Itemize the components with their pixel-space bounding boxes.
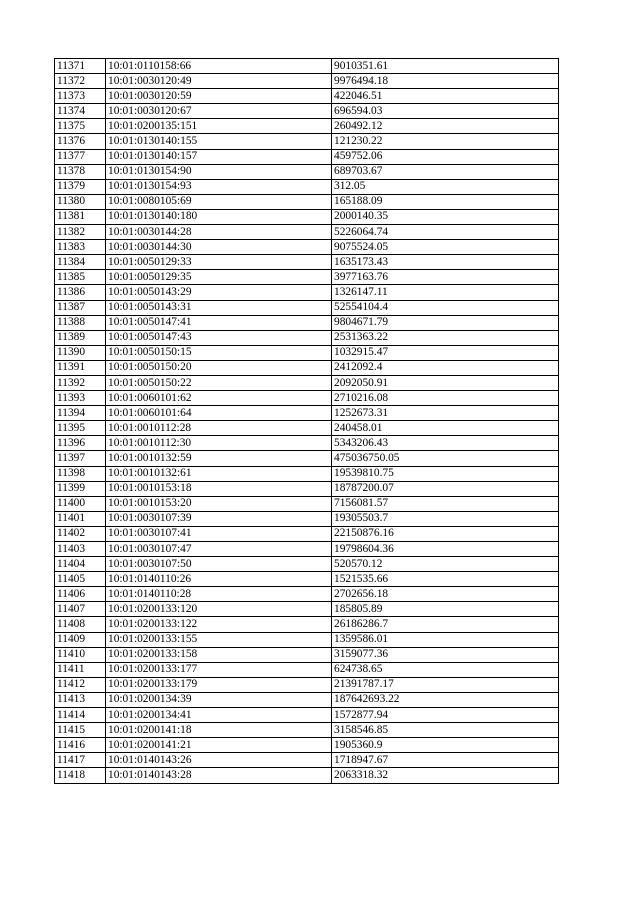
row-number-cell: 11418 bbox=[55, 768, 106, 783]
value-cell: 1326147.11 bbox=[332, 285, 559, 300]
row-number-cell: 11372 bbox=[55, 74, 106, 89]
cadastral-number-cell: 10:01:0140110:26 bbox=[106, 572, 332, 587]
value-cell: 5226064.74 bbox=[332, 225, 559, 240]
value-cell: 165188.09 bbox=[332, 194, 559, 209]
table-row bbox=[55, 240, 559, 255]
cadastral-number-cell: 10:01:0030144:30 bbox=[106, 240, 332, 255]
cadastral-number-cell: 10:01:0130140:180 bbox=[106, 209, 332, 224]
table-row bbox=[55, 572, 559, 587]
row-number-cell: 11408 bbox=[55, 617, 106, 632]
value-cell: 3159077.36 bbox=[332, 647, 559, 662]
cadastral-number-cell: 10:01:0200135:151 bbox=[106, 119, 332, 134]
value-cell: 21391787.17 bbox=[332, 677, 559, 692]
table-row bbox=[55, 59, 559, 74]
cadastral-number-cell: 10:01:0200141:21 bbox=[106, 738, 332, 753]
table-row bbox=[55, 496, 559, 511]
table-row bbox=[55, 587, 559, 602]
table-row bbox=[55, 300, 559, 315]
row-number-cell: 11416 bbox=[55, 738, 106, 753]
cadastral-number-cell: 10:01:0130154:90 bbox=[106, 164, 332, 179]
table-row bbox=[55, 421, 559, 436]
cadastral-number-cell: 10:01:0030107:50 bbox=[106, 557, 332, 572]
table-row bbox=[55, 708, 559, 723]
cadastral-number-cell: 10:01:0200133:155 bbox=[106, 632, 332, 647]
value-cell: 459752.06 bbox=[332, 149, 559, 164]
value-cell: 2063318.32 bbox=[332, 768, 559, 783]
value-cell: 1252673.31 bbox=[332, 406, 559, 421]
row-number-cell: 11393 bbox=[55, 391, 106, 406]
table-row bbox=[55, 194, 559, 209]
value-cell: 18787200.07 bbox=[332, 481, 559, 496]
value-cell: 422046.51 bbox=[332, 89, 559, 104]
cadastral-number-cell: 10:01:0050147:41 bbox=[106, 315, 332, 330]
cadastral-number-cell: 10:01:0110158:66 bbox=[106, 59, 332, 74]
value-cell: 185805.89 bbox=[332, 602, 559, 617]
value-cell: 1521535.66 bbox=[332, 572, 559, 587]
cadastral-number-cell: 10:01:0050150:22 bbox=[106, 375, 332, 390]
row-number-cell: 11385 bbox=[55, 270, 106, 285]
table-row bbox=[55, 677, 559, 692]
value-cell: 520570.12 bbox=[332, 557, 559, 572]
row-number-cell: 11386 bbox=[55, 285, 106, 300]
value-cell: 19305503.7 bbox=[332, 511, 559, 526]
row-number-cell: 11405 bbox=[55, 572, 106, 587]
row-number-cell: 11399 bbox=[55, 481, 106, 496]
table-row bbox=[55, 602, 559, 617]
row-number-cell: 11375 bbox=[55, 119, 106, 134]
row-number-cell: 11380 bbox=[55, 194, 106, 209]
table-row bbox=[55, 451, 559, 466]
row-number-cell: 11381 bbox=[55, 209, 106, 224]
cadastral-number-cell: 10:01:0200133:122 bbox=[106, 617, 332, 632]
row-number-cell: 11374 bbox=[55, 104, 106, 119]
row-number-cell: 11404 bbox=[55, 557, 106, 572]
cadastral-number-cell: 10:01:0140143:26 bbox=[106, 753, 332, 768]
cadastral-number-cell: 10:01:0050143:29 bbox=[106, 285, 332, 300]
row-number-cell: 11402 bbox=[55, 526, 106, 541]
data-table bbox=[54, 58, 559, 784]
row-number-cell: 11398 bbox=[55, 466, 106, 481]
cadastral-number-cell: 10:01:0030107:41 bbox=[106, 526, 332, 541]
row-number-cell: 11417 bbox=[55, 753, 106, 768]
cadastral-number-cell: 10:01:0130140:155 bbox=[106, 134, 332, 149]
table-row bbox=[55, 330, 559, 345]
value-cell: 9976494.18 bbox=[332, 74, 559, 89]
table-row bbox=[55, 345, 559, 360]
row-number-cell: 11373 bbox=[55, 89, 106, 104]
value-cell: 2531363.22 bbox=[332, 330, 559, 345]
value-cell: 187642693.22 bbox=[332, 692, 559, 707]
row-number-cell: 11378 bbox=[55, 164, 106, 179]
table-row bbox=[55, 406, 559, 421]
value-cell: 1572877.94 bbox=[332, 708, 559, 723]
table-row bbox=[55, 617, 559, 632]
table-row bbox=[55, 753, 559, 768]
value-cell: 2702656.18 bbox=[332, 587, 559, 602]
row-number-cell: 11395 bbox=[55, 421, 106, 436]
cadastral-number-cell: 10:01:0130140:157 bbox=[106, 149, 332, 164]
cadastral-number-cell: 10:01:0030120:59 bbox=[106, 89, 332, 104]
row-number-cell: 11400 bbox=[55, 496, 106, 511]
value-cell: 52554104.4 bbox=[332, 300, 559, 315]
cadastral-number-cell: 10:01:0200134:39 bbox=[106, 692, 332, 707]
value-cell: 3158546.85 bbox=[332, 723, 559, 738]
value-cell: 1635173.43 bbox=[332, 255, 559, 270]
table-row bbox=[55, 436, 559, 451]
table-row bbox=[55, 89, 559, 104]
row-number-cell: 11391 bbox=[55, 360, 106, 375]
cadastral-number-cell: 10:01:0030120:67 bbox=[106, 104, 332, 119]
row-number-cell: 11415 bbox=[55, 723, 106, 738]
row-number-cell: 11406 bbox=[55, 587, 106, 602]
value-cell: 19539810.75 bbox=[332, 466, 559, 481]
table-row bbox=[55, 632, 559, 647]
value-cell: 2092050.91 bbox=[332, 375, 559, 390]
cadastral-number-cell: 10:01:0010112:30 bbox=[106, 436, 332, 451]
row-number-cell: 11376 bbox=[55, 134, 106, 149]
row-number-cell: 11377 bbox=[55, 149, 106, 164]
cadastral-number-cell: 10:01:0050147:43 bbox=[106, 330, 332, 345]
value-cell: 1032915.47 bbox=[332, 345, 559, 360]
cadastral-number-cell: 10:01:0030107:47 bbox=[106, 542, 332, 557]
row-number-cell: 11411 bbox=[55, 662, 106, 677]
row-number-cell: 11407 bbox=[55, 602, 106, 617]
table-row bbox=[55, 315, 559, 330]
cadastral-number-cell: 10:01:0030120:49 bbox=[106, 74, 332, 89]
table-row bbox=[55, 225, 559, 240]
row-number-cell: 11379 bbox=[55, 179, 106, 194]
value-cell: 9075524.05 bbox=[332, 240, 559, 255]
value-cell: 22150876.16 bbox=[332, 526, 559, 541]
table-body bbox=[55, 59, 559, 784]
table-row bbox=[55, 647, 559, 662]
table-row bbox=[55, 360, 559, 375]
value-cell: 1359586.01 bbox=[332, 632, 559, 647]
table-row bbox=[55, 526, 559, 541]
value-cell: 689703.67 bbox=[332, 164, 559, 179]
row-number-cell: 11410 bbox=[55, 647, 106, 662]
cadastral-number-cell: 10:01:0200134:41 bbox=[106, 708, 332, 723]
value-cell: 9010351.61 bbox=[332, 59, 559, 74]
cadastral-number-cell: 10:01:0080105:69 bbox=[106, 194, 332, 209]
table-row bbox=[55, 768, 559, 783]
value-cell: 1905360.9 bbox=[332, 738, 559, 753]
cadastral-number-cell: 10:01:0140110:28 bbox=[106, 587, 332, 602]
cadastral-number-cell: 10:01:0050150:15 bbox=[106, 345, 332, 360]
value-cell: 312.05 bbox=[332, 179, 559, 194]
table-row bbox=[55, 164, 559, 179]
cadastral-number-cell: 10:01:0010132:61 bbox=[106, 466, 332, 481]
cadastral-number-cell: 10:01:0010153:18 bbox=[106, 481, 332, 496]
cadastral-number-cell: 10:01:0010112:28 bbox=[106, 421, 332, 436]
table-row bbox=[55, 74, 559, 89]
row-number-cell: 11384 bbox=[55, 255, 106, 270]
row-number-cell: 11382 bbox=[55, 225, 106, 240]
cadastral-number-cell: 10:01:0140143:28 bbox=[106, 768, 332, 783]
table-row bbox=[55, 104, 559, 119]
table-row bbox=[55, 179, 559, 194]
cadastral-number-cell: 10:01:0050150:20 bbox=[106, 360, 332, 375]
table-row bbox=[55, 134, 559, 149]
value-cell: 26186286.7 bbox=[332, 617, 559, 632]
cadastral-number-cell: 10:01:0200133:177 bbox=[106, 662, 332, 677]
table-row bbox=[55, 270, 559, 285]
table-row bbox=[55, 119, 559, 134]
table-row bbox=[55, 149, 559, 164]
row-number-cell: 11390 bbox=[55, 345, 106, 360]
row-number-cell: 11389 bbox=[55, 330, 106, 345]
value-cell: 2000140.35 bbox=[332, 209, 559, 224]
row-number-cell: 11403 bbox=[55, 542, 106, 557]
value-cell: 9804671.79 bbox=[332, 315, 559, 330]
value-cell: 240458.01 bbox=[332, 421, 559, 436]
value-cell: 624738.65 bbox=[332, 662, 559, 677]
table-row bbox=[55, 481, 559, 496]
row-number-cell: 11383 bbox=[55, 240, 106, 255]
cadastral-number-cell: 10:01:0010153:20 bbox=[106, 496, 332, 511]
row-number-cell: 11394 bbox=[55, 406, 106, 421]
table-row bbox=[55, 557, 559, 572]
value-cell: 2710216.08 bbox=[332, 391, 559, 406]
cadastral-number-cell: 10:01:0050129:35 bbox=[106, 270, 332, 285]
table-row bbox=[55, 255, 559, 270]
row-number-cell: 11409 bbox=[55, 632, 106, 647]
row-number-cell: 11397 bbox=[55, 451, 106, 466]
cadastral-number-cell: 10:01:0030144:28 bbox=[106, 225, 332, 240]
cadastral-number-cell: 10:01:0050129:33 bbox=[106, 255, 332, 270]
cadastral-number-cell: 10:01:0010132:59 bbox=[106, 451, 332, 466]
table-row bbox=[55, 692, 559, 707]
cadastral-number-cell: 10:01:0200141:18 bbox=[106, 723, 332, 738]
row-number-cell: 11371 bbox=[55, 59, 106, 74]
table-row bbox=[55, 662, 559, 677]
table-row bbox=[55, 209, 559, 224]
value-cell: 19798604.36 bbox=[332, 542, 559, 557]
cadastral-number-cell: 10:01:0130154:93 bbox=[106, 179, 332, 194]
table-row bbox=[55, 466, 559, 481]
row-number-cell: 11387 bbox=[55, 300, 106, 315]
table-row bbox=[55, 738, 559, 753]
cadastral-number-cell: 10:01:0050143:31 bbox=[106, 300, 332, 315]
table-row bbox=[55, 391, 559, 406]
cadastral-number-cell: 10:01:0200133:120 bbox=[106, 602, 332, 617]
value-cell: 260492.12 bbox=[332, 119, 559, 134]
cadastral-number-cell: 10:01:0030107:39 bbox=[106, 511, 332, 526]
value-cell: 1718947.67 bbox=[332, 753, 559, 768]
row-number-cell: 11414 bbox=[55, 708, 106, 723]
value-cell: 121230.22 bbox=[332, 134, 559, 149]
value-cell: 2412092.4 bbox=[332, 360, 559, 375]
cadastral-number-cell: 10:01:0200133:179 bbox=[106, 677, 332, 692]
value-cell: 3977163.76 bbox=[332, 270, 559, 285]
value-cell: 7156081.57 bbox=[332, 496, 559, 511]
value-cell: 5343206.43 bbox=[332, 436, 559, 451]
row-number-cell: 11401 bbox=[55, 511, 106, 526]
row-number-cell: 11413 bbox=[55, 692, 106, 707]
table-row bbox=[55, 375, 559, 390]
value-cell: 475036750.05 bbox=[332, 451, 559, 466]
cadastral-number-cell: 10:01:0200133:158 bbox=[106, 647, 332, 662]
row-number-cell: 11392 bbox=[55, 375, 106, 390]
cadastral-number-cell: 10:01:0060101:62 bbox=[106, 391, 332, 406]
value-cell: 696594.03 bbox=[332, 104, 559, 119]
cadastral-number-cell: 10:01:0060101:64 bbox=[106, 406, 332, 421]
row-number-cell: 11412 bbox=[55, 677, 106, 692]
table-row bbox=[55, 542, 559, 557]
table-row bbox=[55, 285, 559, 300]
row-number-cell: 11396 bbox=[55, 436, 106, 451]
row-number-cell: 11388 bbox=[55, 315, 106, 330]
table-row bbox=[55, 511, 559, 526]
table-row bbox=[55, 723, 559, 738]
